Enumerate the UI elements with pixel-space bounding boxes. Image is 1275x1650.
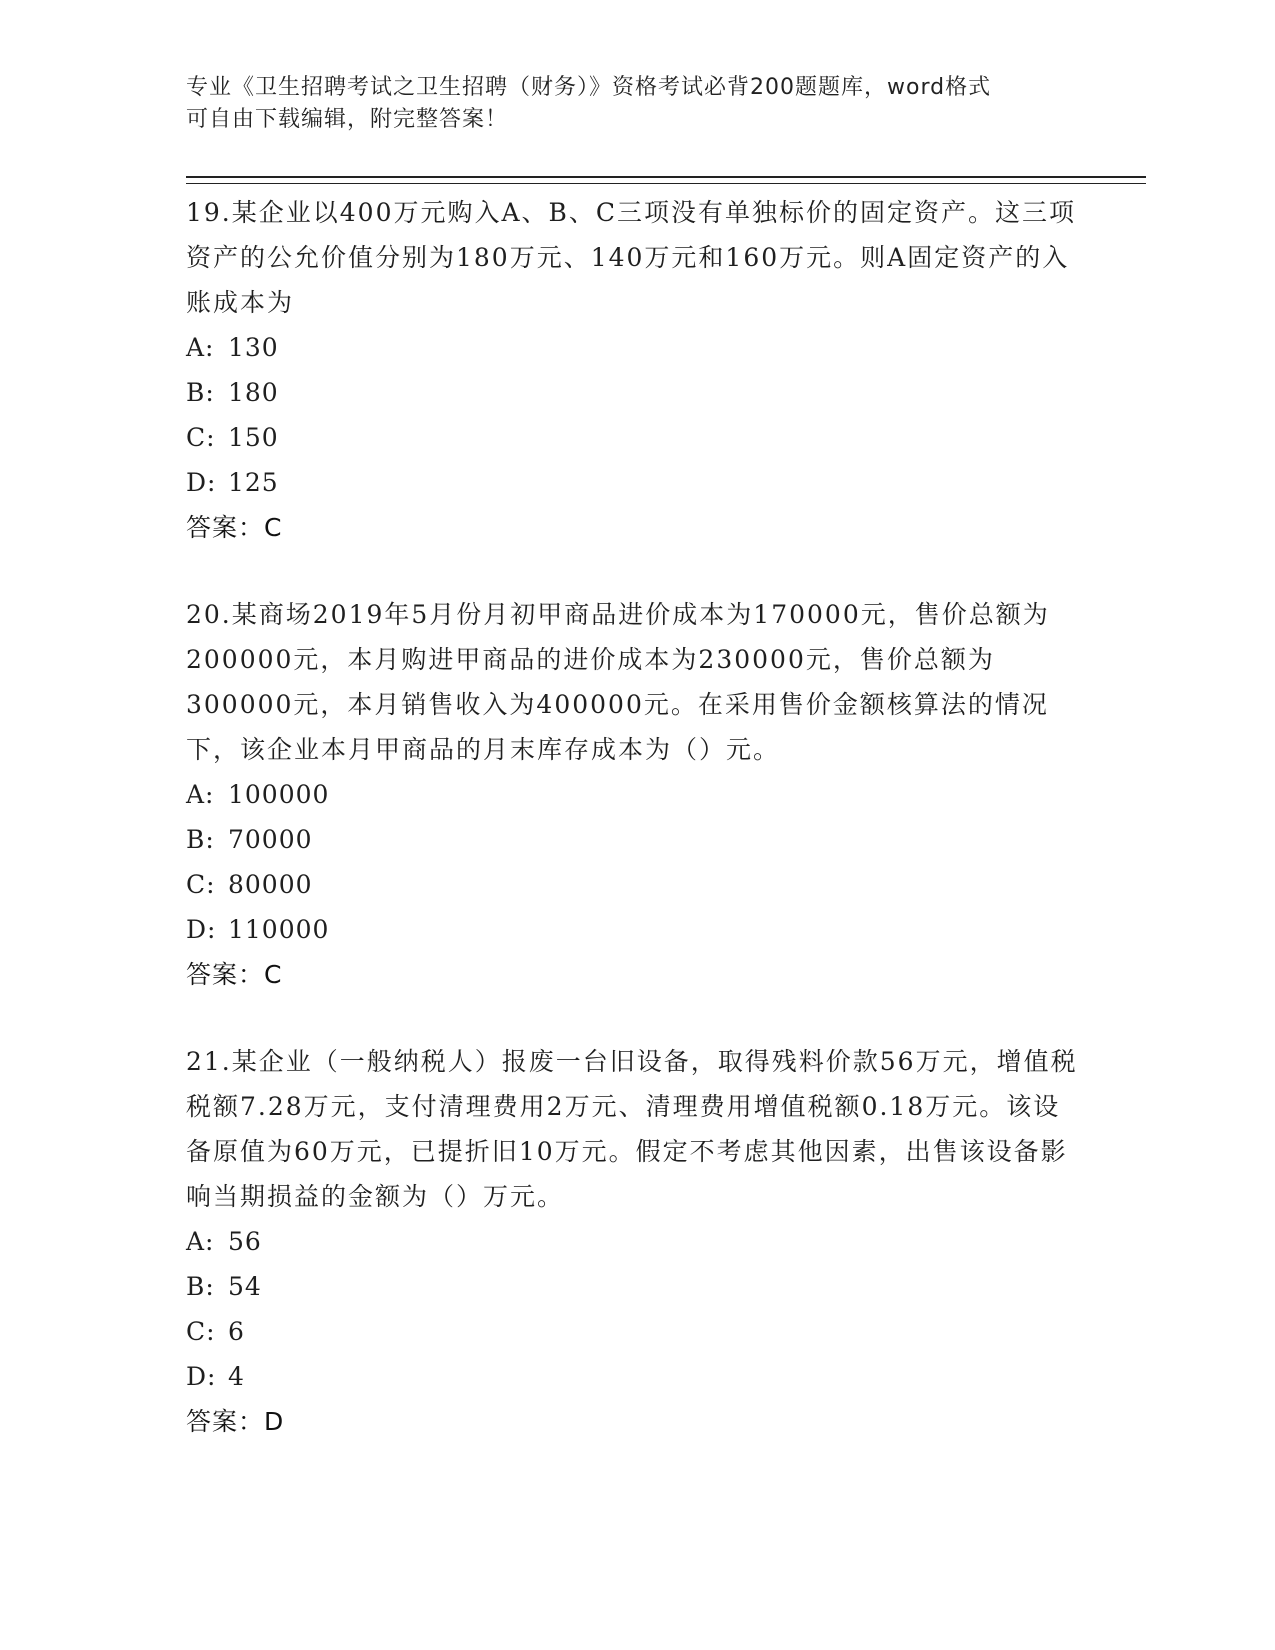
option-value: 110000 [228,915,330,944]
option-d [186,460,1086,505]
question-text: 19.某企业以400万元购入A、B、C三项没有单独标价的固定资产。这三项资产的公允价值分别为180万元、140万元和160万元。则A固定资产的入账成本为 [186,198,1077,317]
option-label: A: [186,333,215,362]
answer-line: 答案：D [186,1407,285,1436]
option-value: 80000 [228,870,313,899]
option-value: 150 [228,423,279,452]
question-text: 20.某商场2019年5月份月初甲商品进价成本为170000元，售价总额为200000元，本月购进甲商品的进价成本为230000元，售价总额为300000元，本月销售收入为400000元。在采用售价金额核算法的情况下，该企业本月甲商品的月末库存成本为（）元。 [186,600,1050,764]
option-value: 100000 [228,780,330,809]
option-label: A: [186,780,215,809]
option-a [186,1219,1086,1264]
option-label: C: [186,870,216,899]
option-value: 54 [228,1272,262,1301]
question-text: 21.某企业（一般纳税人）报废一台旧设备，取得残料价款56万元，增值税税额7.28万元，支付清理费用2万元、清理费用增值税额0.18万元。该设备原值为60万元，已提折旧10万元。假定不考虑其他因素，出售该设备影响当期损益的金额为（）万元。 [186,1047,1078,1211]
option-a [186,325,1086,370]
question-19 [186,190,1086,550]
option-value: 125 [228,468,279,497]
option-value: 6 [228,1317,245,1346]
question-20 [186,592,1086,997]
option-label: A: [186,1227,215,1256]
option-value: 4 [228,1362,245,1391]
question-21 [186,1039,1086,1444]
option-c [186,862,1086,907]
option-label: B: [186,378,215,407]
option-b [186,370,1086,415]
option-label: B: [186,1272,215,1301]
option-label: C: [186,1317,216,1346]
option-label: D: [186,915,217,944]
header-line-1: 专业《卫生招聘考试之卫生招聘（财务）》资格考试必背200题题库，word格式 [186,75,992,100]
option-label: C: [186,423,216,452]
answer-line: 答案：C [186,960,283,989]
option-label: D: [186,468,217,497]
option-c [186,415,1086,460]
option-a [186,772,1086,817]
option-b [186,1264,1086,1309]
answer-line: 答案：C [186,513,283,542]
document-header [186,72,1086,136]
option-b [186,817,1086,862]
option-c [186,1309,1086,1354]
option-value: 70000 [228,825,313,854]
option-label: B: [186,825,215,854]
header-divider [186,176,1146,184]
option-value: 180 [228,378,279,407]
question-list [186,190,1086,1486]
option-value: 130 [228,333,279,362]
option-value: 56 [228,1227,262,1256]
header-line-2: 可自由下载编辑，附完整答案！ [186,107,509,132]
option-label: D: [186,1362,217,1391]
option-d [186,1354,1086,1399]
option-d [186,907,1086,952]
